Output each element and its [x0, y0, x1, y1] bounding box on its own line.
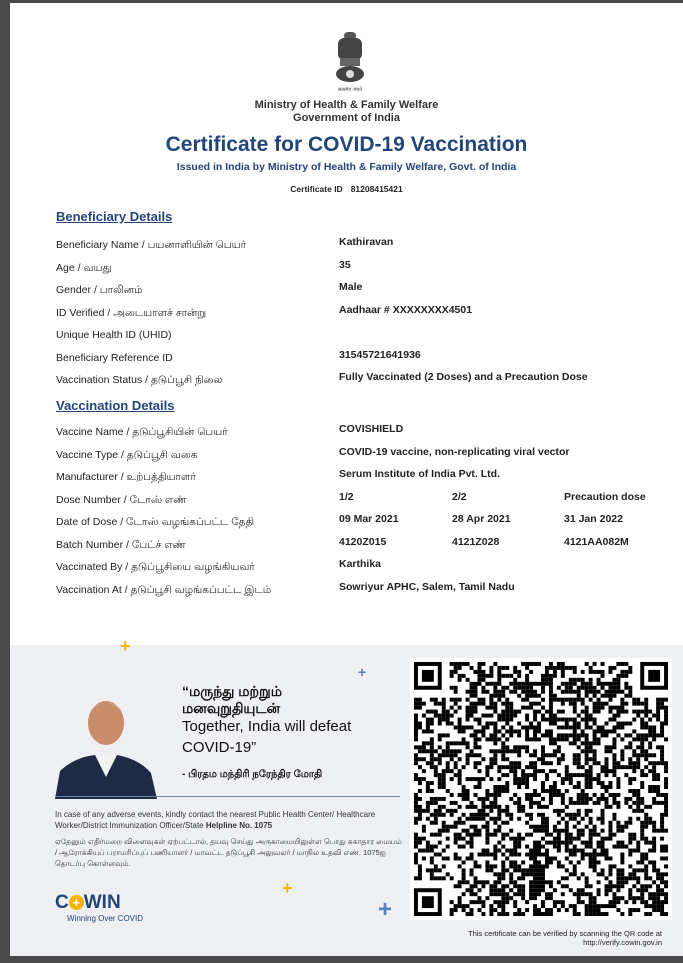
field-label: Vaccinated By / தடுப்பூசியை வழங்கியவர் — [56, 561, 255, 573]
field-label: Unique Health ID (UHID) — [56, 329, 172, 341]
field-value: COVID-19 vaccine, non-replicating viral vector — [339, 445, 570, 458]
field-value: Aadhaar # XXXXXXXX4501 — [339, 303, 473, 316]
plus-icon: + — [282, 878, 293, 898]
field-label: Date of Dose / டோஸ் வழங்கப்பட்ட தேதி — [56, 516, 255, 528]
quote-tamil-line2: மனவுறுதியுடன் — [182, 700, 281, 716]
quote-english-line2: COVID-19” — [182, 739, 257, 756]
national-emblem-icon — [330, 28, 370, 94]
field-value: 4121AA082M — [564, 535, 629, 548]
field-value: Serum Institute of India Pvt. Ltd. — [339, 468, 501, 480]
ministry-name: Ministry of Health & Family Welfare — [254, 99, 439, 111]
field-value: Kathiravan — [339, 236, 394, 248]
issued-by: Issued in India by Ministry of Health & Family Welfare, Govt. of India — [176, 161, 517, 173]
field-value: Fully Vaccinated (2 Doses) and a Precaution Dose — [339, 371, 588, 383]
field-value: 1/2 — [339, 490, 354, 503]
beneficiary-row — [56, 236, 676, 261]
field-value: Male — [339, 281, 363, 293]
field-label: Vaccination Status / தடுப்பூசி நிலை — [56, 374, 223, 386]
adverse-events-tamil: ஏதேனும் எதிர்மறை விளைவுகள் ஏற்பட்டால், தயவு செய்து அருகாமையிலுள்ள பொது சுகாதார மையம் / ஆரோக்கியப் பராமரிப்புப் பணியாளர் / மாவட்ட தடுப்பூசி அலுவலர் / மாநில உதவி எண். 1075ஐ தொடர்பு கொள்ளவும். — [55, 837, 402, 868]
beneficiary-row — [56, 258, 676, 284]
vaccination-row — [56, 580, 676, 606]
field-label: Vaccination At / தடுப்பூசி வழங்கப்பட்ட இடம் — [56, 583, 272, 596]
field-label: Manufacturer / உற்பத்தியாளர் — [56, 471, 196, 483]
field-value: 4120Z015 — [339, 535, 387, 548]
beneficiary-heading: Beneficiary Details — [56, 209, 173, 224]
plus-icon: + — [378, 896, 393, 923]
government-name: Government of India — [293, 112, 400, 124]
plus-icon: + — [358, 664, 367, 680]
field-value: 35 — [339, 258, 351, 271]
field-value: 09 Mar 2021 — [339, 513, 399, 525]
field-value: 28 Apr 2021 — [452, 513, 511, 525]
field-value: 31 Jan 2022 — [564, 513, 623, 525]
vaccination-heading: Vaccination Details — [56, 398, 175, 413]
quote-english-line1: Together, India will defeat — [182, 718, 352, 735]
field-value: Precaution dose — [564, 490, 646, 503]
field-value: 4121Z028 — [452, 535, 500, 548]
verify-text: This certificate can be verified by scanning the QR code at — [468, 929, 662, 938]
quote-tamil-line1: “மருந்து மற்றும் — [182, 683, 283, 699]
beneficiary-row — [56, 303, 676, 329]
certificate-page — [10, 3, 683, 956]
field-label: Vaccine Type / தடுப்பூசி வகை — [56, 448, 198, 461]
certificate-id-label: Certificate ID — [290, 184, 343, 194]
field-label: Age / வயது — [56, 261, 112, 274]
verification-qr-code — [410, 658, 672, 920]
field-value: Karthika — [339, 558, 382, 570]
beneficiary-row — [56, 371, 676, 396]
adverse-events-text: In case of any adverse events, kindly contact the nearest Public Health Center/ Healthcare Worker/District Immunization Officer/State — [55, 810, 376, 830]
field-value: Sowriyur APHC, Salem, Tamil Nadu — [339, 580, 515, 593]
plus-icon: + — [120, 636, 131, 656]
field-value: 2/2 — [452, 490, 467, 503]
cowin-tagline: Winning Over COVID — [67, 914, 144, 923]
plus-icon: + — [69, 895, 84, 910]
cowin-logo-c: C — [55, 892, 69, 913]
prime-minister-portrait — [55, 691, 157, 799]
field-value: 31545721641936 — [339, 348, 421, 361]
field-label: Batch Number / பேட்ச் எண் — [56, 538, 186, 551]
helpline-number: Helpline No. 1075 — [205, 821, 273, 830]
cowin-logo — [55, 892, 121, 914]
certificate-id — [10, 184, 683, 194]
field-label: Vaccine Name / தடுப்பூசியின் பெயர் — [56, 426, 228, 438]
adverse-events-english — [55, 809, 405, 831]
quote-attribution: - பிரதம மந்திரி நரேந்திர மோதி — [182, 769, 323, 780]
field-label: Dose Number / டோஸ் எண் — [56, 493, 187, 506]
field-label: Beneficiary Name / பயனாளியின் பெயர் — [56, 239, 247, 251]
verify-url: http://verify.cowin.gov.in — [583, 938, 662, 947]
svg-text:सत्यमेव जयते: सत्यमेव जयते — [337, 87, 363, 93]
certificate-id-value: 81208415421 — [350, 184, 403, 194]
cowin-logo-win: WIN — [83, 892, 121, 913]
field-value: COVISHIELD — [339, 423, 404, 435]
field-label: Gender / பாலினம் — [56, 284, 143, 296]
field-label: ID Verified / அடையாளச் சான்று — [56, 306, 207, 319]
divider — [55, 796, 400, 797]
verification-note — [390, 929, 662, 947]
field-label: Beneficiary Reference ID — [56, 351, 173, 364]
page-title: Certificate for COVID-19 Vaccination — [165, 133, 528, 156]
